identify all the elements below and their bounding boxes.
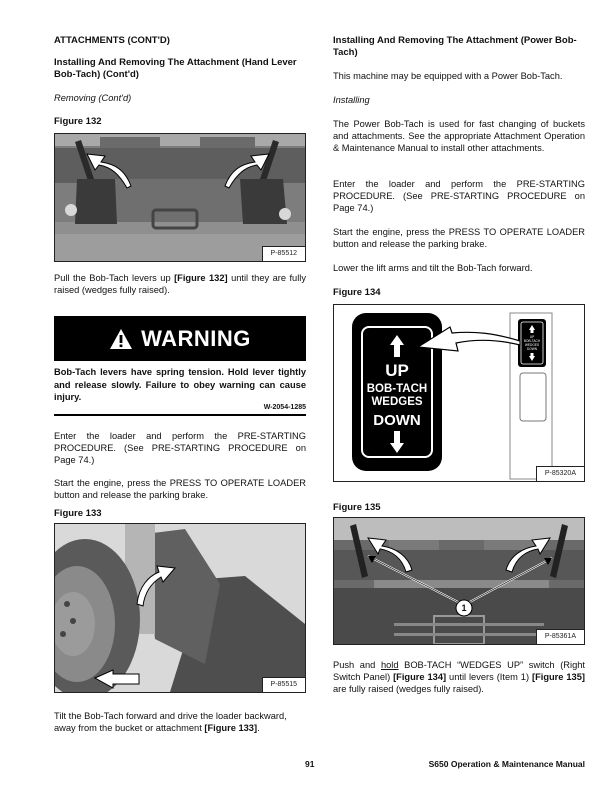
paragraph-pre-starting-right: Enter the loader and perform the PRE-STARTING PROCEDURE. (See PRE-STARTING PROCEDURE on Page 74.) [333,179,585,213]
figure-132-photo [54,133,306,262]
warning-code: W-2054-1285 [263,404,306,411]
switch-label: UP BOB-TACH WEDGES DOWN [366,361,428,429]
figure-133-label: Figure 133 [54,508,102,519]
figure-134-label: Figure 134 [333,287,381,298]
warning-text: Bob-Tach levers have spring tension. Hold lever tightly and release slowly. Failure to obey warning can cause injury. [54,367,306,402]
paragraph-start-engine-right: Start the engine, press the PRESS TO OPERATE LOADER button and release the parking brake. [333,227,585,249]
section-title: ATTACHMENTS (CONT'D) [54,35,170,46]
figure-133-photo [54,523,306,693]
warning-banner [54,316,306,361]
subheading-removing: Removing (Cont'd) [54,93,132,103]
paragraph-may-be-equipped: This machine may be equipped with a Power Bob-Tach. [333,71,563,81]
paragraph-lower-lift-arms: Lower the lift arms and tilt the Bob-Tach forward. [333,263,533,273]
figure-135-code: P-85361A [536,629,584,644]
figure-reference: [Figure 135] [531,672,585,682]
bobtach-tilt-illustration [55,524,305,692]
figure-134-code: P-85320A [536,466,584,481]
paragraph-pre-starting: Enter the loader and perform the PRE-STARTING PROCEDURE. (See PRE-STARTING PROCEDURE on Page 74.) [54,431,306,465]
figure-132-label: Figure 132 [54,116,102,127]
paragraph-push-hold-switch: Push and hold BOB-TACH “WEDGES UP” switch (Right Switch Panel) [Figure 134] until levers (Item 1) [Figure 135] are fully raised (wedges fully raised). [333,660,585,694]
mini-switch-label: UP BOB-TACH WEDGES DOWN [523,335,541,351]
figure-reference: [Figure 134] [393,672,447,682]
figure-132-code: P-85512 [262,246,305,261]
warning-title: WARNING [141,325,251,351]
paragraph-power-bobtach-usage: The Power Bob-Tach is used for fast changing of buckets and attachments. See the appropriate Attachment Operation & Maintenance Manual to install other attachments. [333,119,585,153]
paragraph-pull-levers: Pull the Bob-Tach levers up [Figure 132] until they are fully raised (wedges fully raised). [54,273,306,295]
paragraph-start-engine: Start the engine, press the PRESS TO OPERATE LOADER button and release the parking brake. [54,478,306,500]
figure-135-label: Figure 135 [333,502,381,513]
manual-title: S650 Operation & Maintenance Manual [428,759,585,769]
paragraph-tilt-backward: Tilt the Bob-Tach forward and drive the loader backward, away from the bucket or attachment [Figure 133]. [54,711,287,733]
figure-reference: [Figure 132] [174,273,228,283]
subsection-title-hand-lever: Installing And Removing The Attachment (Hand Lever Bob-Tach) (Cont'd) [54,57,297,80]
warning-triangle-icon [109,328,133,350]
figure-135-photo [333,517,585,645]
subheading-installing: Installing [333,95,370,105]
page-number: 91 [305,759,315,769]
bobtach-levers-illustration [55,134,305,261]
callout-item-1: 1 [461,603,467,613]
subsection-title-power: Installing And Removing The Attachment (Power Bob-Tach) [333,35,577,58]
warning-divider [54,414,306,416]
figure-reference: [Figure 133] [204,723,258,733]
power-bobtach-levers-illustration [334,518,584,644]
figure-134-diagram [333,304,585,482]
figure-133-code: P-85515 [262,677,305,692]
